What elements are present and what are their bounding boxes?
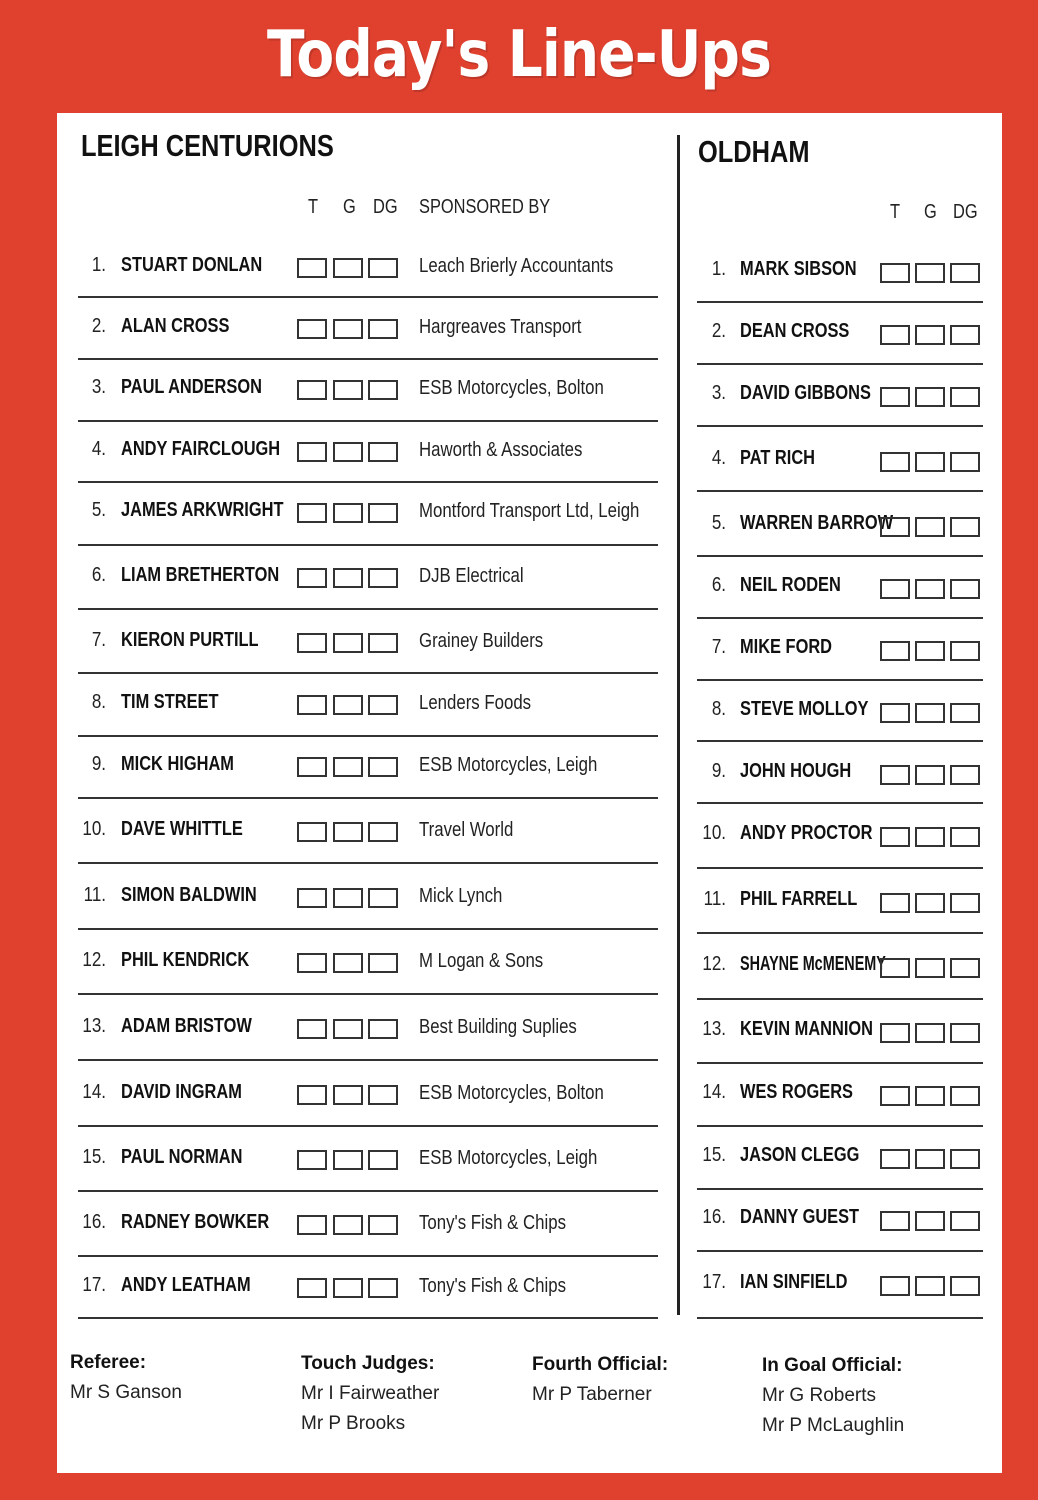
tries-box[interactable]: [880, 517, 910, 537]
goals-box[interactable]: [915, 1211, 945, 1231]
official-name: Mr P McLaughlin: [762, 1415, 905, 1436]
sponsor-name: ESB Motorcycles, Bolton: [419, 1082, 604, 1104]
row-divider: [697, 740, 983, 742]
row-divider: [697, 1188, 983, 1190]
official-name: Mr G Roberts: [762, 1385, 877, 1406]
player-number: 7.: [711, 636, 726, 658]
player-number: 9.: [711, 760, 726, 782]
player-name: MIKE FORD: [740, 636, 833, 658]
official-name: Mr S Ganson: [70, 1382, 182, 1403]
player-number: 11.: [83, 884, 106, 906]
drop-goals-box[interactable]: [950, 1086, 980, 1106]
left-col-dg-header: DG: [373, 196, 398, 218]
tries-box[interactable]: [880, 893, 910, 913]
drop-goals-box[interactable]: [950, 1149, 980, 1169]
player-number: 12.: [702, 953, 726, 975]
drop-goals-box[interactable]: [950, 1023, 980, 1043]
player-name: PAUL ANDERSON: [121, 376, 262, 398]
official-role-label: Touch Judges:: [301, 1353, 435, 1374]
sponsor-name: DJB Electrical: [419, 565, 524, 587]
sponsor-name: Mick Lynch: [419, 885, 503, 907]
row-divider: [697, 867, 983, 869]
sponsor-name: ESB Motorcycles, Bolton: [419, 377, 604, 399]
player-name: KEVIN MANNION: [740, 1018, 874, 1040]
drop-goals-box[interactable]: [950, 827, 980, 847]
right-col-g-header: G: [924, 201, 937, 223]
row-divider: [697, 301, 983, 303]
drop-goals-box[interactable]: [950, 263, 980, 283]
player-number: 10.: [82, 818, 106, 840]
goals-box[interactable]: [915, 641, 945, 661]
official-name: Mr I Fairweather: [301, 1383, 440, 1404]
player-number: 1.: [91, 254, 106, 276]
right-player-row: [0, 752, 1000, 814]
player-name: DEAN CROSS: [740, 320, 850, 342]
tries-box[interactable]: [880, 325, 910, 345]
player-name: WARREN BARROW: [740, 512, 894, 534]
official-name: Mr P Taberner: [532, 1384, 652, 1405]
player-name: STEVE MOLLOY: [740, 698, 869, 720]
goals-box[interactable]: [915, 452, 945, 472]
left-col-g-header: G: [343, 196, 356, 218]
player-number: 13.: [82, 1015, 106, 1037]
player-name: PAUL NORMAN: [121, 1146, 243, 1168]
player-name: DAVE WHITTLE: [121, 818, 243, 840]
sponsor-name: Hargreaves Transport: [419, 316, 582, 338]
player-number: 14.: [82, 1081, 106, 1103]
goals-box[interactable]: [915, 1086, 945, 1106]
tries-box[interactable]: [880, 827, 910, 847]
player-number: 10.: [702, 822, 726, 844]
right-team-name: OLDHAM: [698, 134, 810, 169]
sponsor-name: ESB Motorcycles, Leigh: [419, 1147, 598, 1169]
right-col-t-header: T: [890, 201, 901, 223]
row-divider: [697, 1250, 983, 1252]
player-number: 17.: [702, 1271, 726, 1293]
player-name: RADNEY BOWKER: [121, 1211, 270, 1233]
page-title: Today's Line-Ups: [267, 18, 771, 92]
tries-box[interactable]: [880, 1149, 910, 1169]
player-number: 9.: [91, 753, 106, 775]
player-number: 1.: [711, 258, 726, 280]
drop-goals-box[interactable]: [950, 452, 980, 472]
row-divider: [697, 1125, 983, 1127]
goals-box[interactable]: [915, 517, 945, 537]
tries-box[interactable]: [880, 958, 910, 978]
drop-goals-box[interactable]: [950, 325, 980, 345]
goals-box[interactable]: [915, 325, 945, 345]
player-name: DANNY GUEST: [740, 1206, 860, 1228]
player-name: PHIL FARRELL: [740, 888, 858, 910]
player-name: LIAM BRETHERTON: [121, 564, 280, 586]
tries-box[interactable]: [880, 1023, 910, 1043]
player-name: IAN SINFIELD: [740, 1271, 848, 1293]
goals-box[interactable]: [915, 1276, 945, 1296]
tries-box[interactable]: [880, 703, 910, 723]
player-number: 17.: [82, 1274, 106, 1296]
player-name: ANDY PROCTOR: [740, 822, 873, 844]
player-name: TIM STREET: [121, 691, 219, 713]
player-name: ANDY FAIRCLOUGH: [121, 438, 281, 460]
tries-box[interactable]: [880, 641, 910, 661]
drop-goals-box[interactable]: [950, 893, 980, 913]
right-player-row: [0, 690, 1000, 752]
official-role-label: In Goal Official:: [762, 1355, 903, 1376]
row-divider: [697, 679, 983, 681]
player-name: SIMON BALDWIN: [121, 884, 257, 906]
official-role-label: Fourth Official:: [532, 1354, 669, 1375]
player-number: 4.: [91, 438, 106, 460]
right-player-row: [0, 1263, 1000, 1325]
goals-box[interactable]: [915, 827, 945, 847]
player-number: 13.: [702, 1018, 726, 1040]
row-divider: [697, 998, 983, 1000]
player-number: 8.: [711, 698, 726, 720]
tries-box[interactable]: [880, 765, 910, 785]
player-name: ADAM BRISTOW: [121, 1015, 252, 1037]
player-number: 15.: [82, 1146, 106, 1168]
player-name: ANDY LEATHAM: [121, 1274, 251, 1296]
goals-box[interactable]: [915, 579, 945, 599]
player-name: DAVID GIBBONS: [740, 382, 871, 404]
row-divider: [697, 363, 983, 365]
goals-box[interactable]: [915, 958, 945, 978]
player-number: 6.: [711, 574, 726, 596]
player-name: MARK SIBSON: [740, 258, 857, 280]
sponsor-name: Montford Transport Ltd, Leigh: [419, 500, 640, 522]
player-name: JAMES ARKWRIGHT: [121, 499, 284, 521]
player-name: NEIL RODEN: [740, 574, 841, 596]
tries-box[interactable]: [880, 263, 910, 283]
player-number: 16.: [702, 1206, 726, 1228]
goals-box[interactable]: [915, 893, 945, 913]
player-number: 16.: [82, 1211, 106, 1233]
sponsor-name: M Logan & Sons: [419, 950, 544, 972]
tries-box[interactable]: [880, 1086, 910, 1106]
drop-goals-box[interactable]: [950, 641, 980, 661]
player-name: DAVID INGRAM: [121, 1081, 242, 1103]
drop-goals-box[interactable]: [950, 1276, 980, 1296]
sponsor-name: Tony's Fish & Chips: [419, 1275, 566, 1297]
row-divider: [697, 555, 983, 557]
drop-goals-box[interactable]: [950, 579, 980, 599]
tries-box[interactable]: [880, 387, 910, 407]
player-number: 2.: [711, 320, 726, 342]
row-divider: [697, 490, 983, 492]
player-name: JASON CLEGG: [740, 1144, 860, 1166]
player-name: PAT RICH: [740, 447, 816, 469]
row-divider: [697, 802, 983, 804]
player-name: MICK HIGHAM: [121, 753, 234, 775]
sponsor-name: Tony's Fish & Chips: [419, 1212, 566, 1234]
player-number: 5.: [711, 512, 726, 534]
player-number: 7.: [91, 629, 106, 651]
drop-goals-box[interactable]: [950, 958, 980, 978]
sponsor-name: Leach Brierly Accountants: [419, 255, 614, 277]
drop-goals-box[interactable]: [950, 1211, 980, 1231]
sponsor-name: ESB Motorcycles, Leigh: [419, 754, 598, 776]
goals-box[interactable]: [915, 387, 945, 407]
row-divider: [697, 425, 983, 427]
player-number: 2.: [91, 315, 106, 337]
tries-box[interactable]: [880, 579, 910, 599]
player-number: 8.: [91, 691, 106, 713]
drop-goals-box[interactable]: [950, 765, 980, 785]
player-name: PHIL KENDRICK: [121, 949, 250, 971]
player-number: 15.: [702, 1144, 726, 1166]
player-name: JOHN HOUGH: [740, 760, 852, 782]
player-number: 5.: [91, 499, 106, 521]
left-col-t-header: T: [308, 196, 319, 218]
player-number: 3.: [711, 382, 726, 404]
goals-box[interactable]: [915, 263, 945, 283]
sponsor-name: Travel World: [419, 819, 514, 841]
row-divider: [697, 1317, 983, 1319]
player-number: 6.: [91, 564, 106, 586]
drop-goals-box[interactable]: [950, 517, 980, 537]
row-divider: [697, 617, 983, 619]
official-name: Mr P Brooks: [301, 1413, 406, 1434]
player-name: STUART DONLAN: [121, 254, 263, 276]
drop-goals-box[interactable]: [950, 703, 980, 723]
sponsor-name: Haworth & Associates: [419, 439, 583, 461]
player-number: 11.: [703, 888, 726, 910]
tries-box[interactable]: [880, 452, 910, 472]
player-name: ALAN CROSS: [121, 315, 230, 337]
player-number: 14.: [702, 1081, 726, 1103]
right-col-dg-header: DG: [953, 201, 978, 223]
player-name: KIERON PURTILL: [121, 629, 259, 651]
row-divider: [697, 1062, 983, 1064]
official-role-label: Referee:: [70, 1352, 147, 1373]
tries-box[interactable]: [880, 1276, 910, 1296]
goals-box[interactable]: [915, 703, 945, 723]
player-name: WES ROGERS: [740, 1081, 853, 1103]
goals-box[interactable]: [915, 1149, 945, 1169]
sponsor-name: Best Building Suplies: [419, 1016, 577, 1038]
left-team-name: LEIGH CENTURIONS: [81, 128, 334, 163]
sponsor-name: Grainey Builders: [419, 630, 544, 652]
sponsor-name: Lenders Foods: [419, 692, 532, 714]
drop-goals-box[interactable]: [950, 387, 980, 407]
tries-box[interactable]: [880, 1211, 910, 1231]
player-number: 12.: [82, 949, 106, 971]
goals-box[interactable]: [915, 765, 945, 785]
player-number: 3.: [91, 376, 106, 398]
row-divider: [697, 932, 983, 934]
goals-box[interactable]: [915, 1023, 945, 1043]
player-number: 4.: [711, 447, 726, 469]
player-name: SHAYNE McMENEMY: [740, 953, 886, 975]
sponsored-by-header: SPONSORED BY: [419, 196, 551, 218]
